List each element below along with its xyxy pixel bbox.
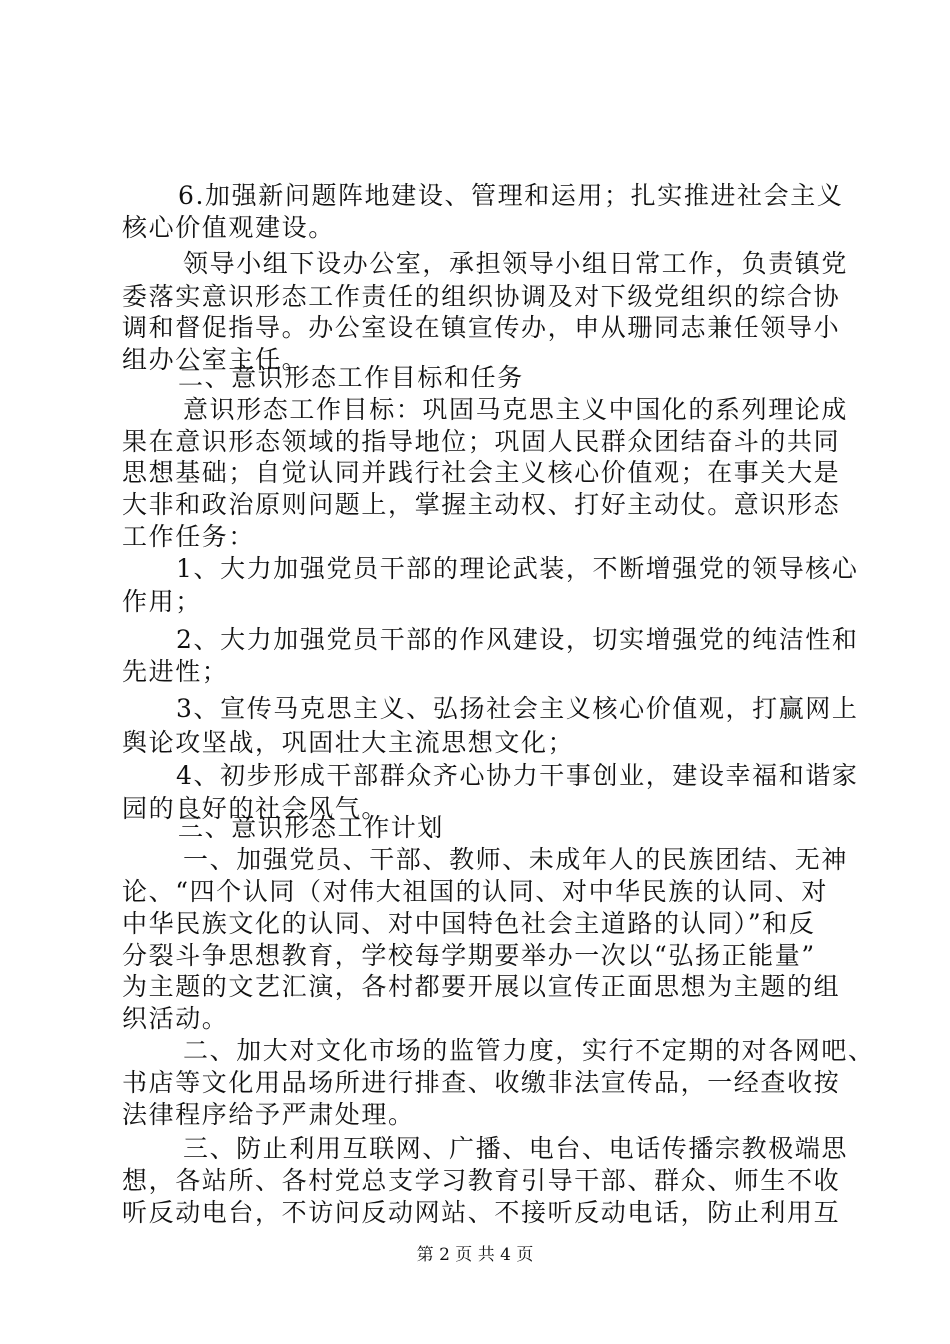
- text-line: 领导小组下设办公室，承担领导小组日常工作，负责镇党: [183, 249, 849, 278]
- text-line: 调和督促指导。办公室设在镇宣传办，申从珊同志兼任领导小: [122, 313, 841, 342]
- text-line: 工作任务：: [122, 522, 256, 551]
- text-line: 先进性；: [122, 657, 229, 686]
- text-line: 果在意识形态领域的指导地位；巩固人民群众团结奋斗的共同: [122, 427, 841, 456]
- text-line: 分裂斗争思想教育，学校每学期要举办一次以“弘扬正能量”: [122, 941, 816, 970]
- text-line: 意识形态工作目标：巩固马克思主义中国化的系列理论成: [183, 395, 849, 424]
- text-line: 舆论攻坚战，巩固壮大主流思想文化；: [122, 728, 575, 757]
- section-heading: 三、意识形态工作计划: [178, 813, 445, 842]
- text-line: 大非和政治原则问题上，掌握主动权、打好主动仗。意识形态: [122, 490, 841, 519]
- text-line: 3、宣传马克思主义、弘扬社会主义核心价值观，打赢网上: [176, 694, 859, 723]
- text-line: 二、加大对文化市场的监管力度，实行不定期的对各网吧、: [183, 1036, 875, 1065]
- text-line: 一、加强党员、干部、教师、未成年人的民族团结、无神: [183, 845, 849, 874]
- text-line: 园的良好的社会风气。: [122, 794, 389, 823]
- text-line: 论、“四个认同（对伟大祖国的认同、对中华民族的认同、对: [122, 877, 828, 906]
- text-line: 中华民族文化的认同、对中国特色社会主道路的认同）”和反: [122, 909, 816, 938]
- text-line: 思想基础；自觉认同并践行社会主义核心价值观；在事关大是: [122, 458, 841, 487]
- text-line: 2、大力加强党员干部的作风建设，切实增强党的纯洁性和: [176, 625, 859, 654]
- text-line: 作用；: [122, 587, 202, 616]
- text-line: 4、初步形成干部群众齐心协力干事创业，建设幸福和谐家: [176, 761, 859, 790]
- text-line: 委落实意识形态工作责任的组织协调及对下级党组织的综合协: [122, 282, 841, 311]
- text-line: 6.加强新问题阵地建设、管理和运用；扎实推进社会主义: [178, 181, 844, 210]
- text-line: 书店等文化用品场所进行排查、收缴非法宣传品，一经查收按: [122, 1068, 841, 1097]
- text-line: 织活动。: [122, 1004, 229, 1033]
- text-line: 法律程序给予严肃处理。: [122, 1100, 415, 1129]
- text-line: 想，各站所、各村党总支学习教育引导干部、群众、师生不收: [122, 1166, 841, 1195]
- text-line: 核心价值观建设。: [122, 213, 335, 242]
- text-line: 听反动电台，不访问反动网站、不接听反动电话，防止利用互: [122, 1198, 841, 1227]
- text-line: 1、大力加强党员干部的理论武装，不断增强党的领导核心: [176, 554, 859, 583]
- text-line: 组办公室主任。: [122, 345, 309, 374]
- page-number-footer: 第 2 页 共 4 页: [416, 1245, 534, 1265]
- section-heading: 二、意识形态工作目标和任务: [178, 363, 524, 392]
- text-line: 为主题的文艺汇演，各村都要开展以宣传正面思想为主题的组: [122, 972, 841, 1001]
- text-line: 三、防止利用互联网、广播、电台、电话传播宗教极端思: [183, 1134, 849, 1163]
